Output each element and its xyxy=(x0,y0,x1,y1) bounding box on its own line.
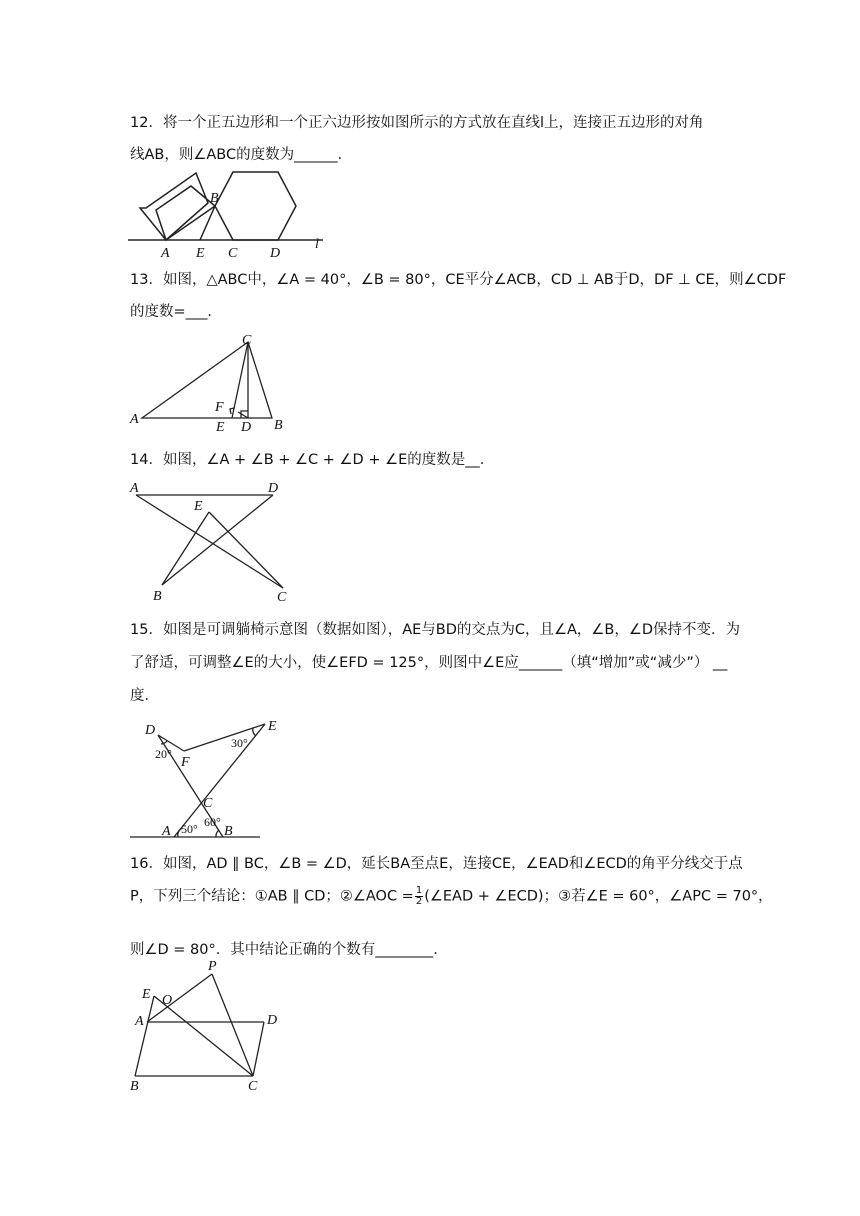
label-c: C xyxy=(277,590,287,605)
q16-text-line2-b: (∠EAD + ∠ECD)；③若∠E = 60°，∠APC = 70°， xyxy=(424,888,773,905)
segment-be xyxy=(162,512,209,585)
q16-text-line1: 16．如图，AD ∥ BC，∠B = ∠D，延长BA至点E，连接CE，∠EAD和∠ECD的角平分线交于点 xyxy=(130,856,743,872)
bisector-ce xyxy=(232,342,248,418)
q13-text-line1: 13．如图，△ABC中，∠A = 40°，∠B = 80°，CE平分∠ACB，CD ⊥ AB于D，DF ⊥ CE，则∠CDF xyxy=(130,272,787,288)
fraction-numerator: 1 xyxy=(415,885,423,896)
label-e: E xyxy=(216,420,225,435)
label-a: A xyxy=(161,246,170,261)
pentagon xyxy=(140,173,208,240)
q16-text-line2-a: P，下列三个结论：①AB ∥ CD；②∠AOC = xyxy=(130,888,414,905)
label-b: B xyxy=(153,589,162,604)
label-e: E xyxy=(268,719,277,734)
q13-figure xyxy=(128,332,288,437)
label-f: F xyxy=(181,755,190,770)
q12-figure xyxy=(128,168,328,263)
fraction-one-half xyxy=(415,886,423,907)
q14-figure xyxy=(126,476,301,606)
label-c: C xyxy=(242,333,252,348)
label-d: D xyxy=(268,481,279,496)
label-p: P xyxy=(208,959,217,974)
label-d: D xyxy=(267,1013,278,1028)
label-f: F xyxy=(215,400,224,415)
q15-text-line2: 了舒适，可调整∠E的大小，使∠EFD = 125°，则图中∠E应______（填“增加”或“减少”） __ xyxy=(130,655,728,671)
label-e: E xyxy=(196,246,205,261)
angle-label-b: 60° xyxy=(204,815,221,829)
angle-label-d: 20° xyxy=(155,747,172,761)
label-b: B xyxy=(210,191,219,206)
label-b: B xyxy=(224,824,233,839)
angle-label-e: 30° xyxy=(231,736,248,750)
label-o: O xyxy=(162,993,173,1008)
label-a: A xyxy=(130,412,139,427)
label-b: B xyxy=(130,1079,139,1094)
q15-figure xyxy=(128,714,288,844)
label-e: E xyxy=(194,499,203,514)
segment-ac xyxy=(136,495,283,588)
segment-ec xyxy=(154,996,253,1076)
q12-text-line2: 线AB，则∠ABC的度数为______． xyxy=(130,147,353,163)
angle-arc-b xyxy=(216,830,219,837)
label-e: E xyxy=(142,987,151,1002)
fraction-denominator: 2 xyxy=(415,896,423,907)
q16-text-line2 xyxy=(130,886,773,907)
segment-df xyxy=(238,412,248,418)
label-l: l xyxy=(315,237,319,252)
label-a: A xyxy=(130,481,139,496)
segment-ec xyxy=(209,512,283,588)
label-b: B xyxy=(274,418,283,433)
label-d: D xyxy=(270,246,281,261)
q15-text-line1: 15．如图是可调躺椅示意图（数据如图），AE与BD的交点为C，且∠A，∠B，∠D保持不变．为 xyxy=(130,622,741,638)
q13-text-line2: 的度数=___． xyxy=(130,304,222,320)
segment-be xyxy=(135,996,154,1076)
label-d: D xyxy=(145,723,156,738)
label-d: D xyxy=(241,420,252,435)
q15-text-line3: 度． xyxy=(130,688,159,704)
label-a: A xyxy=(135,1014,144,1029)
segment-dc xyxy=(253,1022,264,1076)
q14-text-line1: 14．如图，∠A + ∠B + ∠C + ∠D + ∠E的度数是__． xyxy=(130,452,495,468)
angle-arc-e xyxy=(253,728,256,736)
label-c: C xyxy=(228,246,238,261)
label-a: A xyxy=(162,824,171,839)
hexagon xyxy=(215,172,296,240)
triangle-abc xyxy=(142,342,272,418)
label-c: C xyxy=(248,1079,258,1094)
label-c: C xyxy=(203,796,213,811)
q16-text-line3: 则∠D = 80°．其中结论正确的个数有________． xyxy=(130,942,448,958)
segment-pc xyxy=(212,974,253,1076)
q16-figure xyxy=(128,958,288,1098)
angle-label-a: 50° xyxy=(181,822,198,836)
q12-text-line1: 12．将一个正五边形和一个正六边形按如图所示的方式放在直线l上，连接正五边形的对角 xyxy=(130,115,704,131)
